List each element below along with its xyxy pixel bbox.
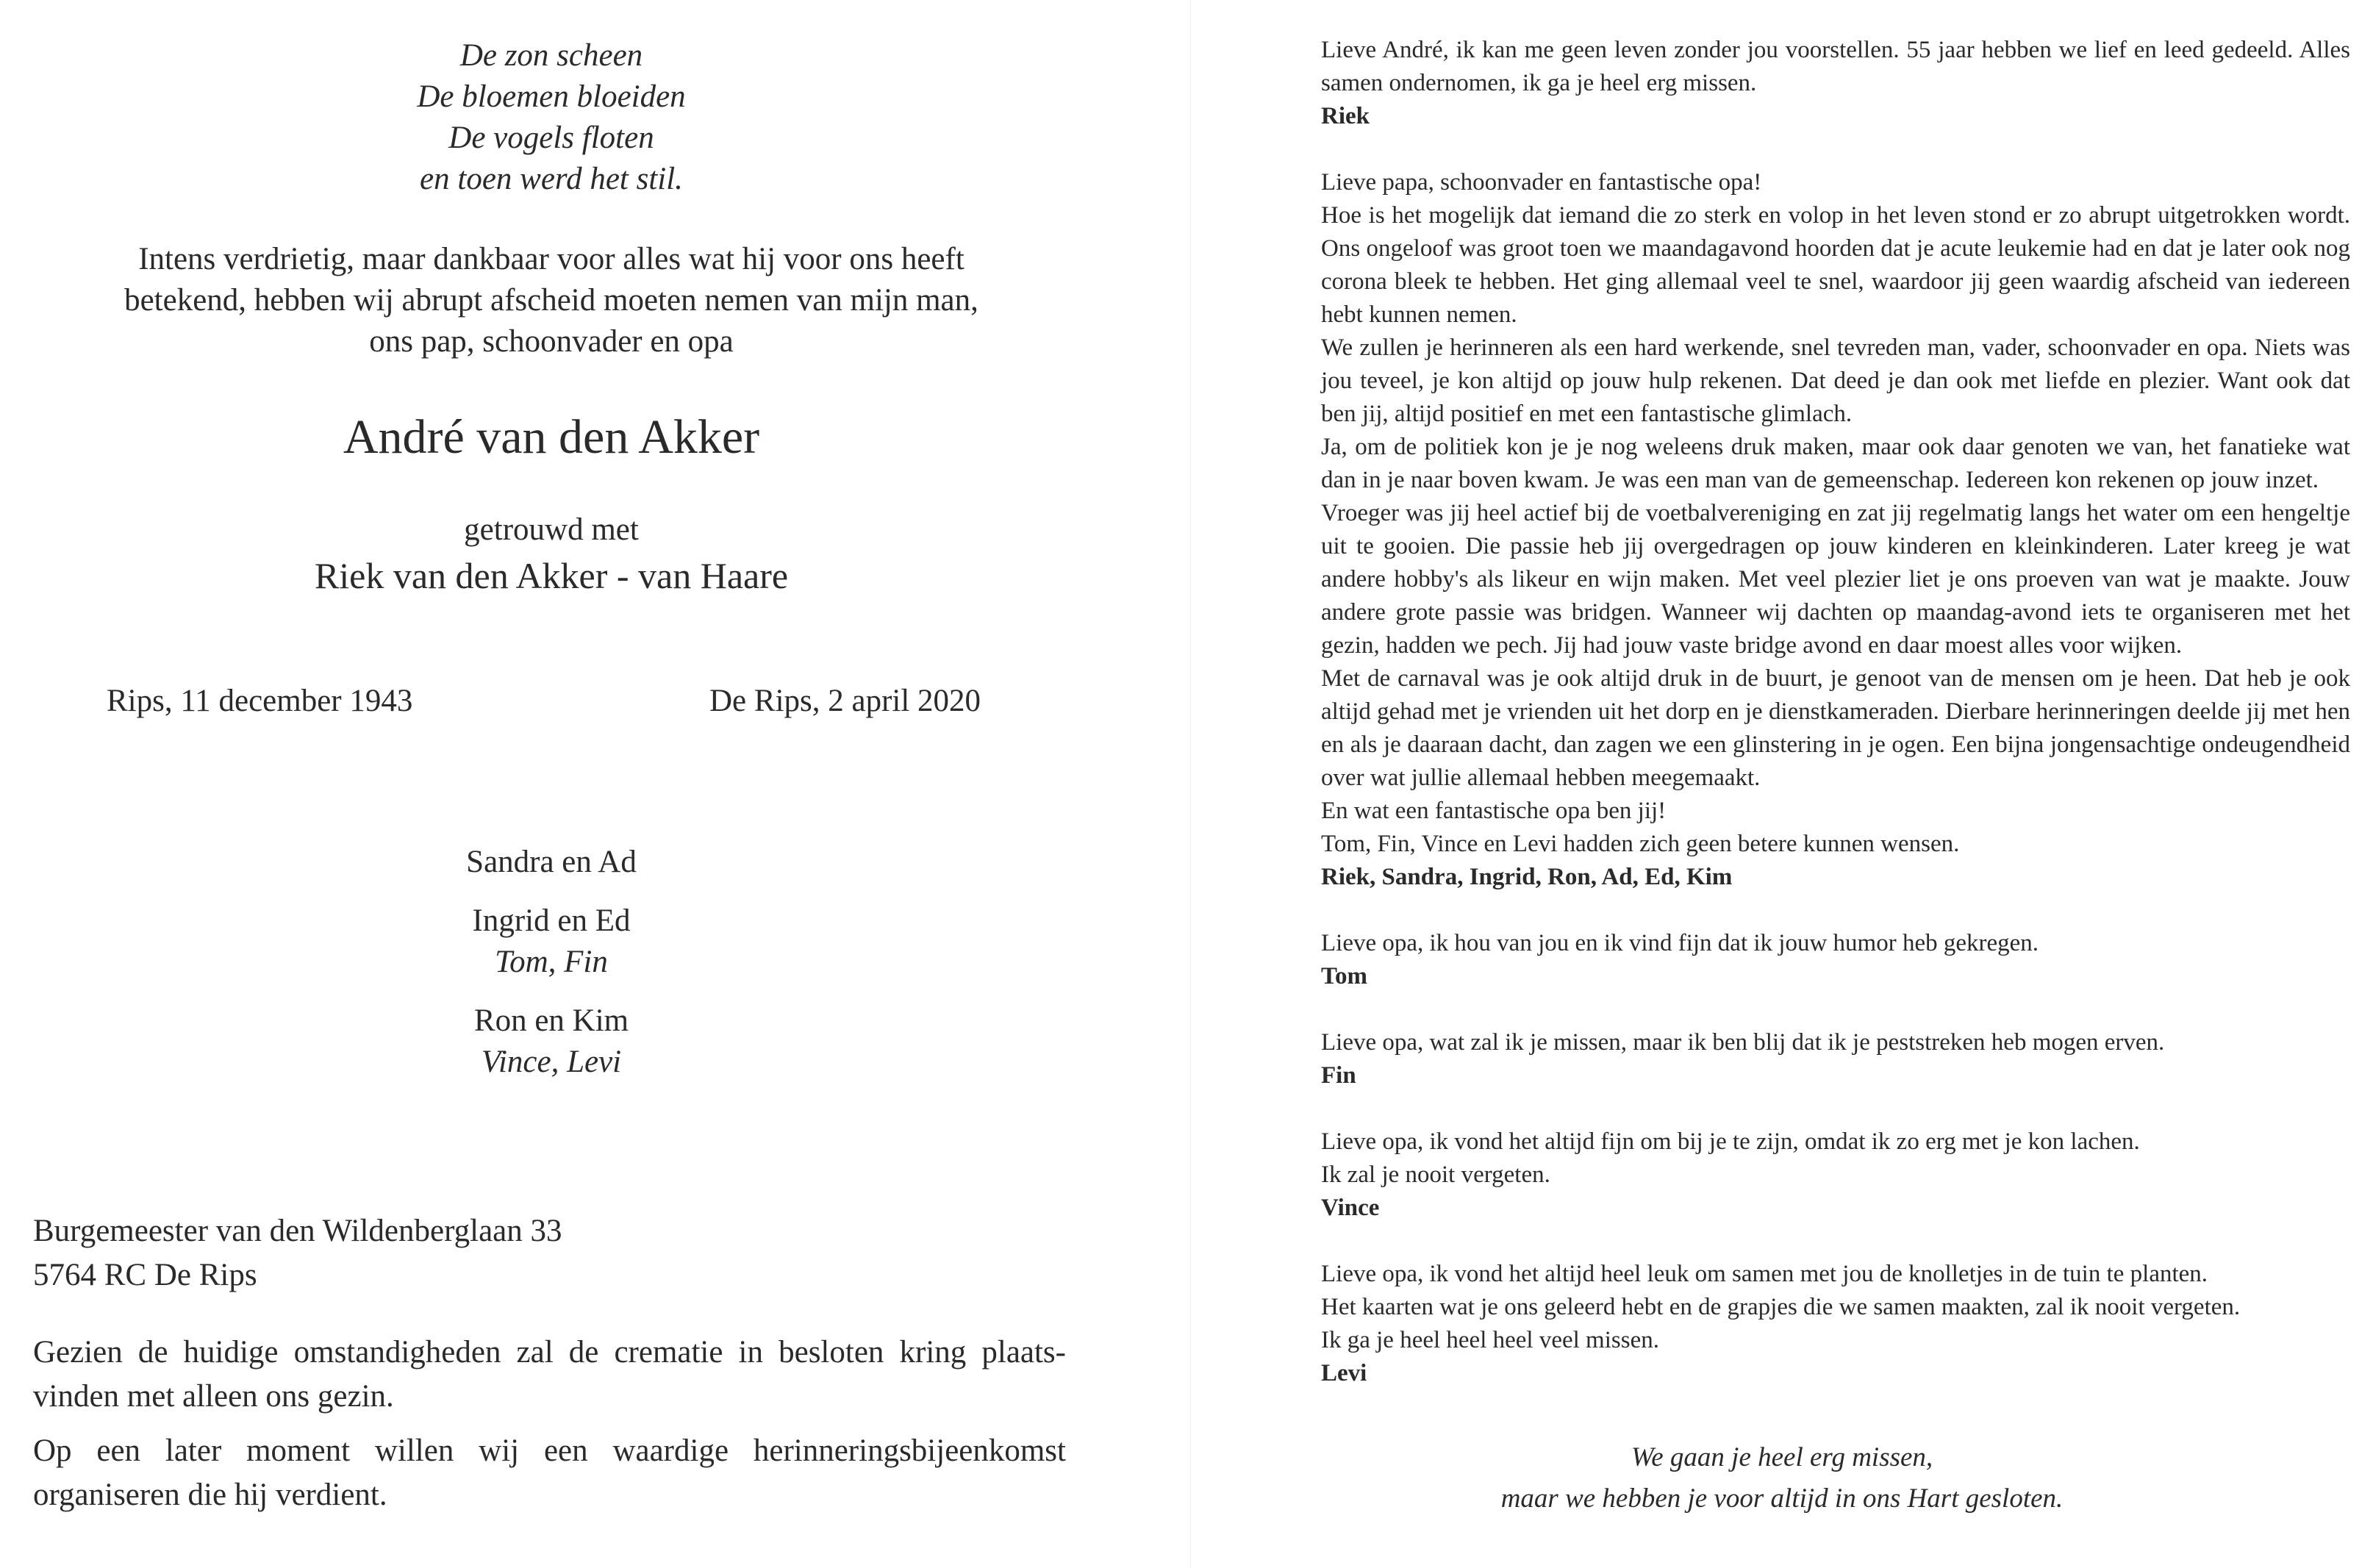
- message-signature: Riek: [1321, 103, 1370, 129]
- message-signature: Tom: [1321, 963, 1367, 989]
- message-line: Lieve opa, ik vond het altijd fijn om bij je te zijn, omdat ik zo erg met je kon lachen.: [1321, 1128, 2140, 1155]
- message-family: [1321, 166, 2350, 894]
- message-line: Ja, om de politiek kon je je nog weleens druk maken, maar ook daar genoten we van, het fanatieke wat dan in je naar boven kwam. Je was een man van de gemeenschap. Iedereen kon rekenen op jouw inzet.: [1321, 434, 2350, 493]
- message-line: Lieve papa, schoonvader en fantastische opa!: [1321, 169, 1762, 196]
- message-line: Ik zal je nooit vergeten.: [1321, 1161, 1550, 1188]
- address: [33, 1209, 562, 1297]
- poem-line: De bloemen bloeiden: [417, 79, 686, 114]
- poem-line: en toen werd het stil.: [420, 162, 683, 196]
- message-tom: [1321, 927, 2350, 993]
- married-label: getrouwd met: [464, 512, 639, 547]
- message-line: Vroeger was jij heel actief bij de voetbalvereniging en zat jij regelmatig langs het water om een hengeltje uit te gooien. Die passie heb jij overgedragen op jouw kinderen en kleinkinderen. Later kreeg je wat andere hobby's als likeur en wijn maken. Met veel plezier liet je ons proeven van wat je maakte. Jouw andere grote passie was bridgen. Wanneer wij dachten op maandag-avond iets te organiseren met het gezin, hadden we pech. Jij had jouw vaste bridge avond en daar moest alles voor wijken.: [1321, 500, 2350, 659]
- poem-line: De vogels floten: [448, 121, 654, 155]
- family-kids: Tom, Fin: [495, 945, 608, 979]
- message-line: Hoe is het mogelijk dat iemand die zo sterk en volop in het leven stond er zo abrupt uitgetrokken wordt. Ons ongeloof was groot toen we maandagavond hoorden dat je acute leukemie had en dat je later ook nog corona bleek te hebben. Het ging allemaal veel te snel, waardoor jij geen waardig afscheid van iedereen hebt kunnen nemen.: [1321, 202, 2350, 328]
- message-vince: [1321, 1125, 2350, 1225]
- family-list: [0, 842, 1103, 1100]
- spouse-name: Riek van den Akker - van Haare: [314, 555, 789, 596]
- message-riek: [1321, 34, 2350, 133]
- notice-paragraph: Op een later moment willen wij een waardige herinneringsbijeenkomst organiseren die hij verdient.: [33, 1433, 1066, 1512]
- address-postal: 5764 RC De Rips: [33, 1258, 257, 1292]
- message-fin: [1321, 1026, 2350, 1092]
- message-line: Het kaarten wat je ons geleerd hebt en de grapjes die we samen maakten, zal ik nooit vergeten.: [1321, 1294, 2241, 1320]
- family-parents: Ron en Kim: [473, 1003, 629, 1038]
- message-line: Lieve opa, wat zal ik je missen, maar ik ben blij dat ik je peststreken heb mogen erven.: [1321, 1029, 2165, 1056]
- message-line: Lieve opa, ik vond het altijd heel leuk om samen met jou de knolletjes in de tuin te planten.: [1321, 1261, 2208, 1287]
- messages: [1321, 34, 2350, 1423]
- message-line: En wat een fantastische opa ben jij!: [1321, 798, 1667, 824]
- message-line: Met de carnaval was je ook altijd druk in de buurt, je genoot van de mensen om je heen. Dat heb je ook altijd gehad met je vrienden uit het dorp en je dienstkameraden. Dierbare herinneringen deelde jij met hen en als je daaraan dacht, dan zagen we een glinstering in je ogen. Een bijna jongensachtige ondeugendheid over wat jullie allemaal hebben meegemaakt.: [1321, 665, 2350, 791]
- poem: [0, 35, 1103, 200]
- closing-text: [1191, 1437, 2373, 1519]
- message-line: Lieve André, ik kan me geen leven zonder jou voorstellen. 55 jaar hebben we lief en leed gedeeld. Alles samen ondernomen, ik ga je heel erg missen.: [1321, 37, 2350, 96]
- message-signature: Riek, Sandra, Ingrid, Ron, Ad, Ed, Kim: [1321, 864, 1733, 890]
- message-line: We zullen je herinneren als een hard werkende, snel tevreden man, vader, schoonvader en opa. Niets was jou teveel, je kon altijd op jouw hulp rekenen. Dat deed je dan ook met liefde en plezier. Want ook dat ben jij, altijd positief en met een fantastische glimlach.: [1321, 334, 2350, 427]
- message-line: Ik ga je heel heel heel veel missen.: [1321, 1327, 1659, 1353]
- address-street: Burgemeester van den Wildenberglaan 33: [33, 1214, 562, 1248]
- intro-text: Intens verdrietig, maar dankbaar voor alles wat hij voor ons heeft betekend, hebben wij abrupt afscheid moeten nemen van mijn man, ons pap, schoonvader en opa: [124, 242, 978, 359]
- family-parents: Sandra en Ad: [466, 845, 637, 879]
- family-kids: Vince, Levi: [481, 1045, 622, 1079]
- message-line: Lieve opa, ik hou van jou en ik vind fijn dat ik jouw humor heb gekregen.: [1321, 930, 2039, 956]
- message-signature: Fin: [1321, 1062, 1356, 1089]
- family-parents: Ingrid en Ed: [472, 903, 631, 938]
- message-signature: Vince: [1321, 1195, 1380, 1221]
- birth-date: Rips, 11 december 1943: [107, 684, 413, 718]
- message-line: Tom, Fin, Vince en Levi hadden zich geen betere kunnen wensen.: [1321, 831, 1960, 857]
- message-signature: Levi: [1321, 1360, 1367, 1386]
- right-page: [1191, 0, 2373, 1568]
- message-levi: [1321, 1258, 2350, 1390]
- family-entry: [0, 842, 1103, 883]
- notice: [33, 1331, 1066, 1528]
- poem-line: De zon scheen: [459, 38, 643, 73]
- notice-paragraph: Gezien de huidige omstandigheden zal de crematie in besloten kring plaats-vinden met alleen ons gezin.: [33, 1335, 1066, 1414]
- closing-line: maar we hebben je voor altijd in ons Hart gesloten.: [1500, 1483, 2064, 1514]
- death-date: De Rips, 2 april 2020: [709, 684, 981, 718]
- family-entry: [0, 901, 1103, 983]
- closing-line: We gaan je heel erg missen,: [1631, 1442, 1933, 1472]
- family-entry: [0, 1000, 1103, 1083]
- deceased-name: André van den Akker: [343, 410, 760, 464]
